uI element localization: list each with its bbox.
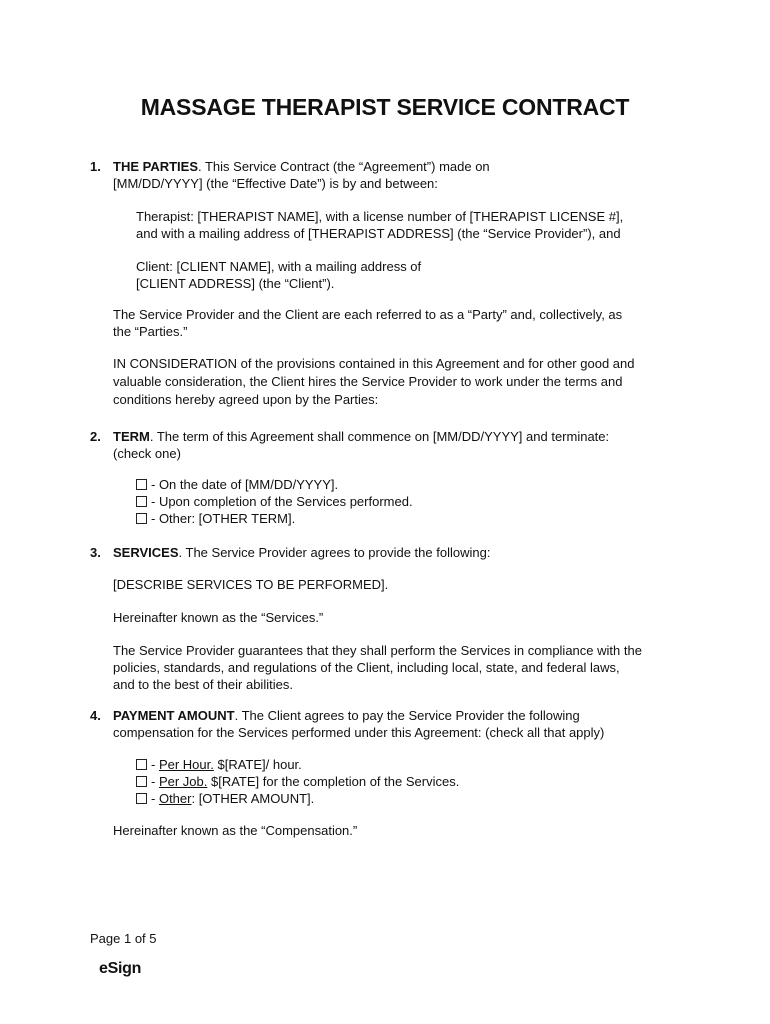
parties-intro-line1: . This Service Contract (the “Agreement”) made on	[198, 159, 490, 174]
esign-logo: eSign	[99, 960, 142, 977]
section-heading: TERM	[113, 429, 150, 444]
payment-option: - Other: [OTHER AMOUNT].	[136, 790, 706, 807]
therapist-line1: Therapist: [THERAPIST NAME], with a license number of [THERAPIST LICENSE #],	[136, 209, 624, 224]
section-heading: PAYMENT AMOUNT	[113, 708, 235, 723]
services-description: [DESCRIBE SERVICES TO BE PERFORMED].	[113, 577, 389, 592]
checkbox[interactable]	[136, 759, 147, 770]
payment-option: - Per Job. $[RATE] for the completion of the Services.	[136, 773, 706, 790]
payment-text-line2: compensation for the Services performed under this Agreement: (check all that apply)	[113, 725, 605, 740]
page-number: Page 1 of 5	[90, 931, 157, 946]
checkbox[interactable]	[136, 513, 147, 524]
services-known-as: Hereinafter known as the “Services.”	[113, 610, 324, 625]
checkbox[interactable]	[136, 496, 147, 507]
services-text: . The Service Provider agrees to provide the following:	[178, 545, 491, 560]
section-heading: THE PARTIES	[113, 159, 198, 174]
term-text-line1: . The term of this Agreement shall commence on [MM/DD/YYYY] and terminate:	[149, 429, 610, 444]
checkbox[interactable]	[136, 479, 147, 490]
client-line2: [CLIENT ADDRESS] (the “Client”).	[136, 276, 335, 291]
parties-definition-line2: the “Parties.”	[113, 324, 188, 339]
checkbox[interactable]	[136, 793, 147, 804]
parties-intro-line2: [MM/DD/YYYY] (the “Effective Date”) is by and between:	[113, 176, 438, 191]
consideration-line2: valuable consideration, the Client hires the Service Provider to work under the terms and	[113, 374, 623, 389]
section-number: 3.	[90, 545, 101, 560]
section-number: 1.	[90, 159, 101, 174]
payment-text-line1: . The Client agrees to pay the Service Provider the following	[234, 708, 580, 723]
section-number: 4.	[90, 708, 101, 723]
term-option: - On the date of [MM/DD/YYYY].	[136, 476, 706, 493]
compensation-known-as: Hereinafter known as the “Compensation.”	[113, 823, 358, 838]
guarantee-line3: and to the best of their abilities.	[113, 677, 293, 692]
term-option: - Other: [OTHER TERM].	[136, 510, 706, 527]
consideration-line3: conditions hereby agreed upon by the Parties:	[113, 392, 379, 407]
parties-definition-line1: The Service Provider and the Client are each referred to as a “Party” and, collectively, as	[113, 307, 623, 322]
term-option: - Upon completion of the Services performed.	[136, 493, 706, 510]
payment-option: - Per Hour. $[RATE]/ hour.	[136, 756, 706, 773]
client-line1: Client: [CLIENT NAME], with a mailing address of	[136, 259, 422, 274]
therapist-line2: and with a mailing address of [THERAPIST ADDRESS] (the “Service Provider”), and	[136, 226, 621, 241]
checkbox[interactable]	[136, 776, 147, 787]
section-heading: SERVICES	[113, 545, 179, 560]
consideration-line1: IN CONSIDERATION of the provisions contained in this Agreement and for other good and	[113, 356, 635, 371]
section-number: 2.	[90, 429, 101, 444]
guarantee-line1: The Service Provider guarantees that they shall perform the Services in compliance with the	[113, 643, 642, 658]
term-text-line2: (check one)	[113, 446, 181, 461]
contract-title: MASSAGE THERAPIST SERVICE CONTRACT	[140, 94, 630, 120]
guarantee-line2: policies, standards, and regulations of the Client, including local, state, and federal laws,	[113, 660, 620, 675]
